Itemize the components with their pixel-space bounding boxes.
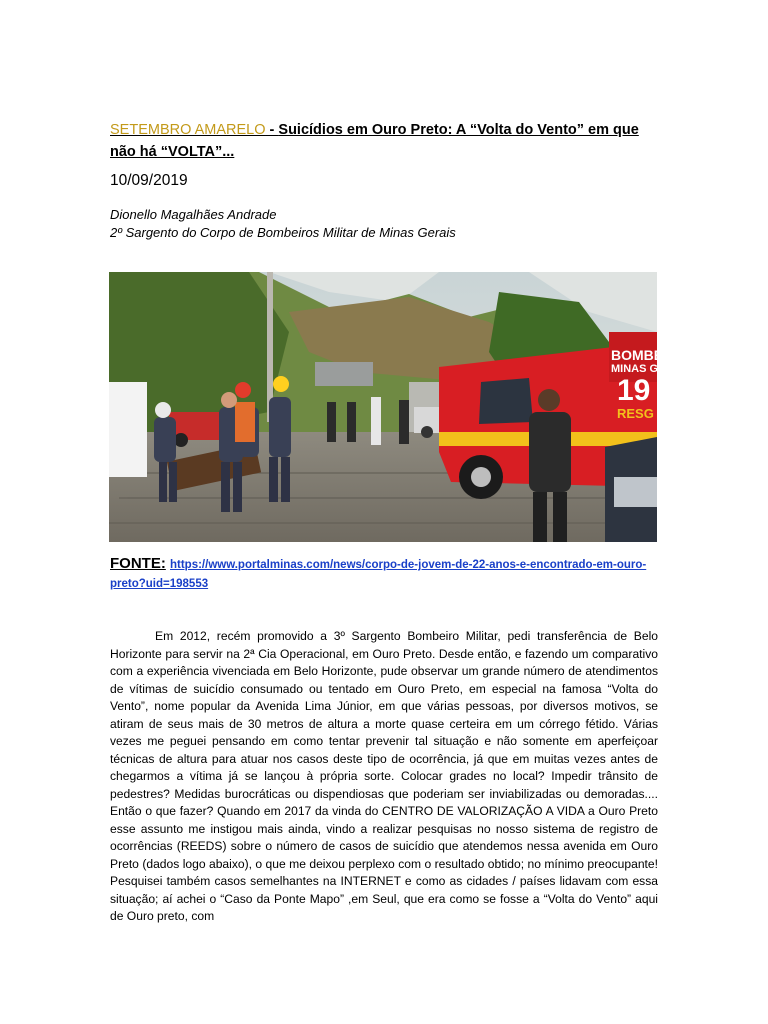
article-body (110, 628, 658, 926)
campaign-tag: SETEMBRO AMARELO (110, 122, 266, 138)
truck-lettering-2: MINAS G (611, 363, 659, 375)
author-name: Dionello Magalhães Andrade (110, 207, 277, 222)
truck-lettering-3: 19 (617, 374, 651, 407)
article-date: 10/09/2019 (110, 172, 188, 189)
author-block (110, 206, 456, 242)
title-separator: - (265, 122, 279, 138)
body-paragraph: Em 2012, recém promovido a 3º Sargento Bombeiro Militar, pedi transferência de Belo Horizonte para servir na 2ª Cia Operacional, em Ouro Preto. Desde então, e fazendo um comparativo com a experiência vivenciada em Belo Horizonte, pude observar um grande número de atendimentos de vítimas de suicídio consumado ou tentado em Ouro Preto, em especial na famosa “Volta do Vento”, nome popular da Avenida Lima Júnior, em que várias pessoas, por diversos motivos, se atiram de seus mais de 30 metros de altura a morte quase certeira em um córrego fétido. Várias vezes me peguei pensando em como tentar prevenir tal situação e não somente em aperfeiçoar técnicas de altura para atuar nos casos deste tipo de ocorrência, já que em muitas vezes antes de chegarmos a vítima já se lançou à própria sorte. Colocar grades no local? Impedir trânsito de pedestres? Medidas burocráticas ou dispendiosas que poderiam ser inviabilizadas ou demoradas.... Então o que fazer? Quando em 2017 da vinda do CENTRO DE VALORIZAÇÃO A VIDA a Ouro Preto esse assunto me instigou mais ainda, vindo a realizar pesquisas no nosso sistema de registro de ocorrências (REEDS) sobre o número de casos de suicídio que atendemos nessa avenida em Ouro Preto (dados logo abaixo), o que me deixou perplexo com o resultado obtido; no mínimo preocupante! Pesquisei também casos semelhantes na INTERNET e como as cidades / países lidavam com essa situação; aí achei o “Caso da Ponte Mapo” ,em Seul, que era como se fosse a “Volta do Vento” aqui de Ouro preto, com (110, 629, 658, 923)
photo-illustration (109, 272, 664, 542)
news-photo (109, 272, 664, 542)
truck-lettering-1: BOMBE (611, 347, 664, 363)
title-text: Suicídios em Ouro Preto: A “Volta do Vento” em que não há “VOLTA”... (110, 122, 639, 160)
source-link[interactable]: https://www.portalminas.com/news/corpo-de-jovem-de-22-anos-e-encontrado-em-ouro-preto?uid=198553 (110, 559, 647, 590)
article-title (110, 119, 658, 163)
source-label: FONTE: (110, 555, 166, 572)
source-line (110, 555, 665, 593)
author-role: 2º Sargento do Corpo de Bombeiros Militar de Minas Gerais (110, 225, 456, 240)
truck-lettering-4: RESG (617, 406, 654, 421)
